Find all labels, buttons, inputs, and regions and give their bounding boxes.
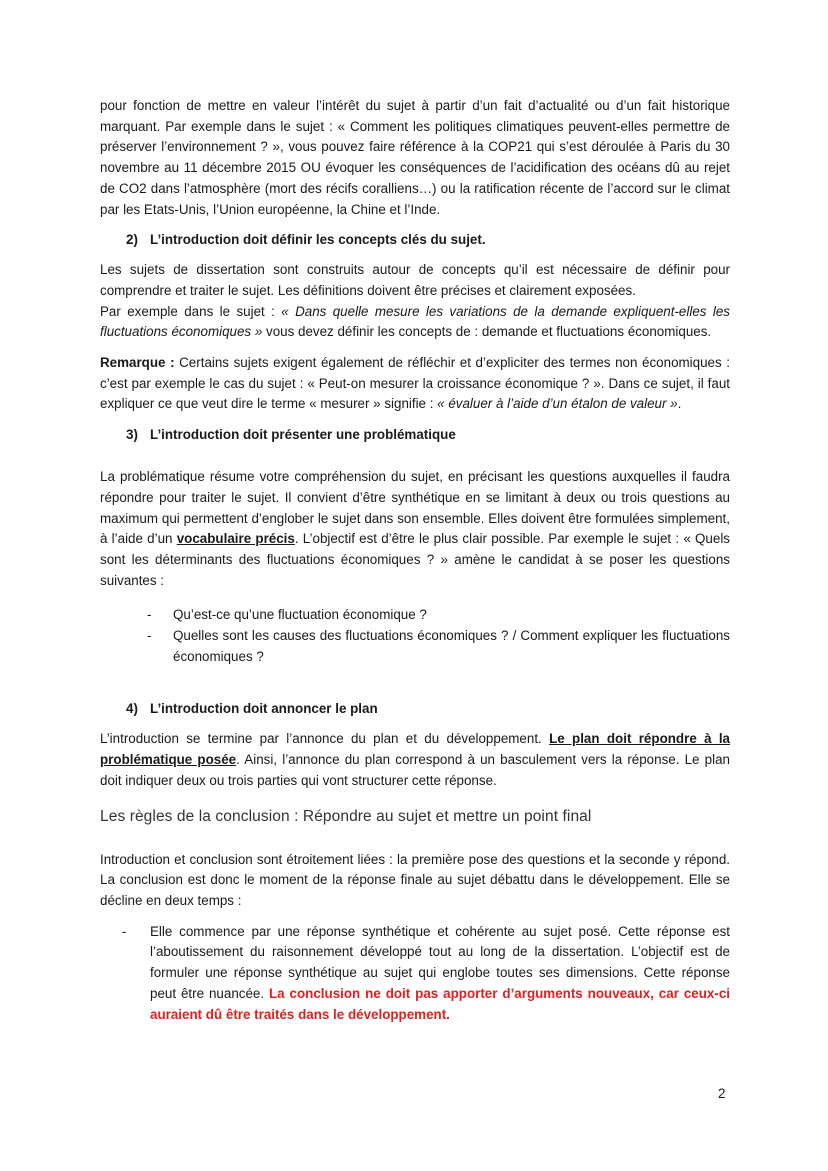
problematique-text-b: . L’objectif est d’être le plus clair possible. Par exemple le sujet : « Quels sont les déterminants des fluctuations économiques ? » amène le candidat à se poser les questions suivantes :	[100, 531, 730, 588]
problematique-text-a: La problématique résume votre compréhension du sujet, en précisant les questions auxquelles il faudra répondre pour traiter le sujet. Il convient d’être synthétique en se limitant à deux ou trois questions au maximum qui permettent d’englober le sujet dans son ensemble. Elles doivent être formulées simplement, à l’aide d’un	[100, 469, 730, 547]
section-4-number: 4)	[126, 701, 138, 717]
remark-end: .	[677, 396, 682, 412]
example-tail: vous devez définir les concepts de : demande et fluctuations économiques.	[262, 324, 712, 340]
conclusion-warning: La conclusion ne doit pas apporter d’arguments nouveaux, car ceux-ci auraient dû être traités dans le développement.	[150, 985, 730, 1022]
remark-paragraph	[100, 353, 730, 415]
page-body	[100, 96, 730, 1025]
problematique-emphasis: vocabulaire précis	[176, 531, 295, 547]
remark-label: Remarque :	[100, 355, 175, 371]
section-2-example-paragraph	[100, 302, 730, 343]
section-4-heading	[100, 699, 730, 719]
problematique-paragraph	[100, 467, 730, 591]
list-item: - Quelles sont les causes des fluctuations économiques ? / Comment expliquer les fluctuations économiques ?	[100, 626, 730, 667]
questions-list	[100, 605, 730, 667]
section-4-title: L’introduction doit annoncer le plan	[150, 701, 378, 717]
section-2-definitions-paragraph: Les sujets de dissertation sont construits autour de concepts qu’il est nécessaire de définir pour comprendre et traiter le sujet. Les définitions doivent être précises et clairement exposées.	[100, 262, 730, 298]
list-item: - Qu’est-ce qu’une fluctuation économique ?	[100, 605, 730, 626]
remark-text: Certains sujets exigent également de réfléchir et d’expliciter des termes non économiques : c’est par exemple le cas du sujet : « Peut-on mesurer la croissance économique ? ». Dans ce sujet, il faut expliquer ce que veut dire le terme « mesurer » signifie :	[100, 355, 731, 412]
plan-text-b: . Ainsi, l’annonce du plan correspond à un basculement vers la réponse. Le plan doit indiquer deux ou trois parties qui vont structurer cette réponse.	[100, 752, 730, 788]
conclusion-paragraph: Introduction et conclusion sont étroitement liées : la première pose des questions et la seconde y répond. La conclusion est donc le moment de la réponse finale au sujet débattu dans le développement. Elle se décline en deux temps :	[100, 851, 730, 908]
section-3-heading	[100, 425, 730, 445]
section-2-number: 2)	[126, 232, 138, 248]
conclusion-bullet-text: Elle commence par une réponse synthétique et cohérente au sujet posé. Cette réponse est l’aboutissement du raisonnement développé tout au long de la dissertation. L’objectif est de formuler une réponse synthétique au sujet qui englobe toutes ses dimensions. Cette réponse peut être nuancée.	[150, 923, 730, 1001]
remark-quote: « évaluer à l’aide d’un étalon de valeur »	[437, 396, 678, 412]
section-2-title: L’introduction doit définir les concepts clés du sujet.	[150, 232, 486, 248]
plan-emphasis: Le plan doit répondre à la problématique posée	[100, 731, 731, 768]
section-2-heading	[100, 230, 730, 250]
conclusion-heading: Les règles de la conclusion : Répondre au sujet et mettre un point final	[100, 807, 592, 825]
example-lead: Par exemple dans le sujet :	[100, 303, 282, 319]
section-3-title: L’introduction doit présenter une problématique	[150, 427, 456, 443]
conclusion-list	[100, 922, 730, 1026]
plan-text-a: L’introduction se termine par l’annonce du plan et du développement.	[100, 731, 550, 747]
example-quote: « Dans quelle mesure les variations de la demande expliquent-elles les fluctuations économiques »	[100, 303, 730, 340]
page-number: 2	[718, 1086, 726, 1101]
plan-paragraph	[100, 729, 730, 791]
list-item	[100, 922, 730, 1026]
section-3-number: 3)	[126, 427, 138, 443]
intro-paragraph: pour fonction de mettre en valeur l’intérêt du sujet à partir d’un fait d’actualité ou d’un fait historique marquant. Par exemple dans le sujet : « Comment les politiques climatiques peuvent-elles permettre de préserver l’environnement ? », vous pouvez faire référence à la COP21 qui s’est déroulée à Paris du 30 novembre au 11 décembre 2015 OU évoquer les conséquences de l’acidification des océans dû au rejet de CO2 dans l’atmosphère (mort des récifs coralliens…) ou la ratification récente de l’accord sur le climat par les Etats-Unis, l’Union européenne, la Chine et l’Inde.	[100, 98, 730, 217]
